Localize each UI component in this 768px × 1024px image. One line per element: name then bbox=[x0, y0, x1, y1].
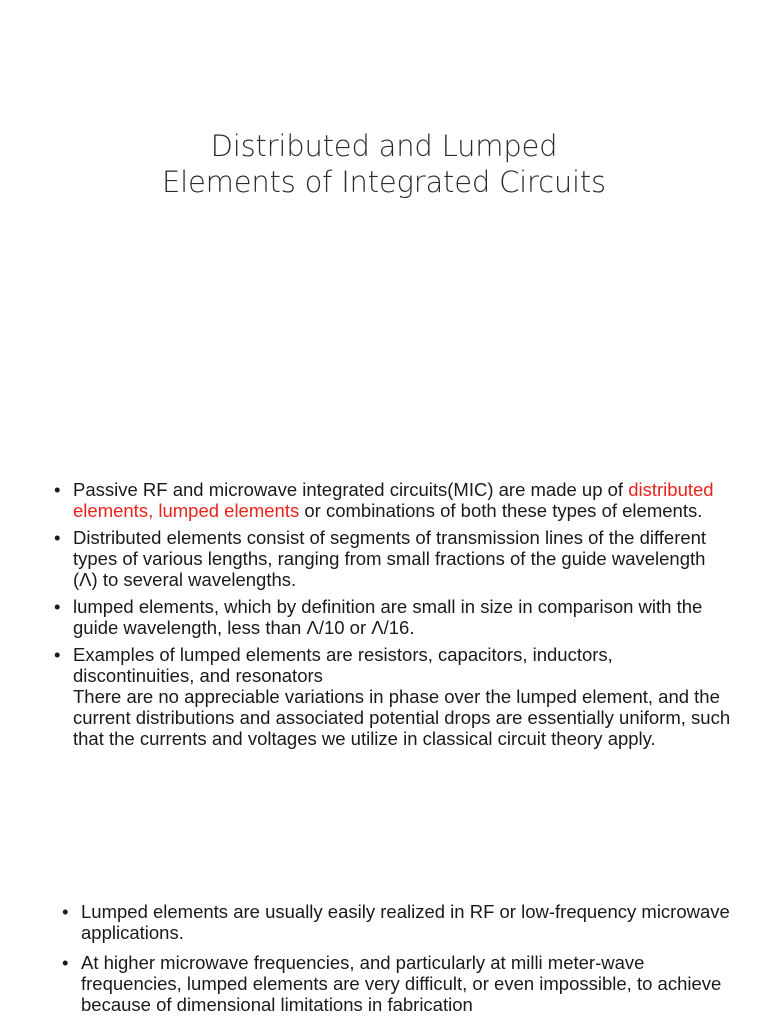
bullet-text: At higher microwave frequencies, and particularly at milli meter-wave frequencies, lumped elements are very difficult, or even impossible, to achieve because of dimensional limitations in fabrication bbox=[81, 952, 722, 1015]
list-item bbox=[54, 644, 734, 749]
list-item bbox=[62, 901, 742, 943]
bullet-text: Examples of lumped elements are resistors, capacitors, inductors, discontinuities, and resonators bbox=[73, 644, 613, 686]
page-title bbox=[0, 128, 768, 200]
highlighted-text: distributed elements, lumped elements bbox=[73, 479, 714, 521]
bullet-mark: • bbox=[54, 644, 61, 665]
bullet-mark: • bbox=[62, 901, 69, 922]
bullet-mark: • bbox=[54, 596, 61, 617]
bullet-list-bottom bbox=[62, 901, 742, 1024]
bullet-mark: • bbox=[54, 479, 61, 500]
list-item bbox=[54, 479, 734, 521]
bullet-text-pre: Passive RF and microwave integrated circuits(MIC) are made up of bbox=[73, 479, 629, 500]
bullet-continuation-text: There are no appreciable variations in phase over the lumped element, and the current distributions and associated potential drops are essentially uniform, such that the currents and voltages we utilize in classical circuit theory apply. bbox=[73, 686, 731, 749]
bullet-text: lumped elements, which by definition are small in size in comparison with the guide wavelength, less than Λ/10 or Λ/16. bbox=[73, 596, 703, 638]
list-item bbox=[62, 952, 742, 1015]
title-line-1: Distributed and Lumped bbox=[210, 129, 558, 163]
title-line-2: Elements of Integrated Circuits bbox=[162, 165, 606, 199]
bullet-list-top bbox=[54, 479, 734, 755]
bullet-text: Lumped elements are usually easily realized in RF or low-frequency microwave applications. bbox=[81, 901, 730, 943]
list-item bbox=[54, 527, 734, 590]
list-item bbox=[54, 596, 734, 638]
bullet-text-post: or combinations of both these types of elements. bbox=[299, 500, 703, 521]
bullet-text: Distributed elements consist of segments of transmission lines of the different types of various lengths, ranging from small fractions of the guide wavelength (Λ) to several wavelengths. bbox=[73, 527, 707, 590]
bullet-mark: • bbox=[62, 952, 69, 973]
bullet-mark: • bbox=[54, 527, 61, 548]
